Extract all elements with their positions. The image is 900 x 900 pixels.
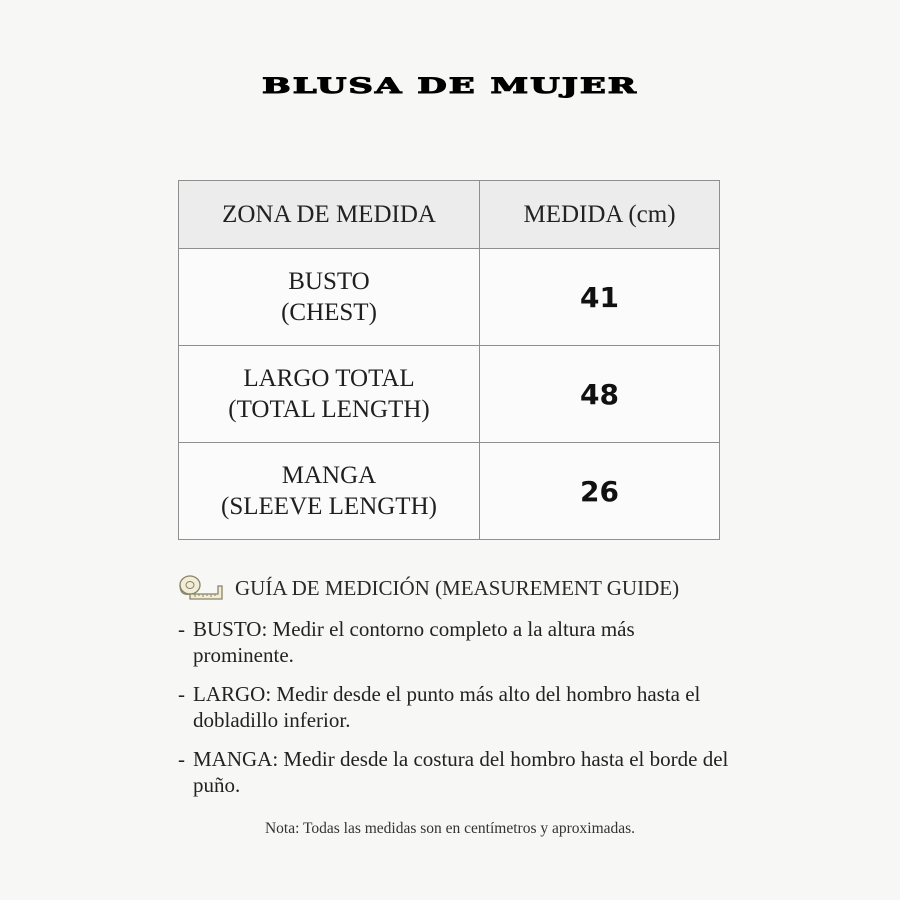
zone-cell xyxy=(179,443,480,540)
list-item xyxy=(178,616,738,668)
table-row xyxy=(179,249,720,346)
zone-cell xyxy=(179,249,480,346)
zone-label-en: (CHEST) xyxy=(281,299,377,326)
list-item xyxy=(178,681,738,733)
guide-item-text: BUSTO: Medir el contorno completo a la altura más prominente. xyxy=(193,617,635,667)
zone-label: MANGA xyxy=(281,462,377,489)
zone-cell xyxy=(179,346,480,443)
guide-list xyxy=(178,616,738,811)
zone-label-en: (TOTAL LENGTH) xyxy=(228,396,430,423)
measure-value: 48 xyxy=(480,346,720,443)
table-row xyxy=(179,346,720,443)
measuring-tape-icon xyxy=(178,572,226,604)
guide-heading xyxy=(178,572,679,604)
table-header-row xyxy=(179,181,720,249)
guide-heading-text: GUÍA DE MEDICIÓN (MEASUREMENT GUIDE) xyxy=(235,575,680,600)
list-bullet: - xyxy=(178,682,185,706)
page-title: BLUSA DE MUJER xyxy=(262,73,638,99)
column-header-measure: MEDIDA (cm) xyxy=(480,181,720,249)
column-header-zone: ZONA DE MEDIDA xyxy=(179,181,480,249)
guide-item-text: LARGO: Medir desde el punto más alto del hombro hasta el dobladillo inferior. xyxy=(193,682,701,732)
size-table xyxy=(178,180,720,540)
measure-value: 41 xyxy=(480,249,720,346)
zone-label: BUSTO xyxy=(288,268,370,295)
zone-label-en: (SLEEVE LENGTH) xyxy=(221,493,437,520)
list-bullet: - xyxy=(178,747,185,771)
list-item xyxy=(178,746,738,798)
table-row xyxy=(179,443,720,540)
guide-item-text: MANGA: Medir desde la costura del hombro hasta el borde del puño. xyxy=(193,747,729,797)
footnote: Nota: Todas las medidas son en centímetros y aproximadas. xyxy=(264,820,636,837)
measure-value: 26 xyxy=(480,443,720,540)
list-bullet: - xyxy=(178,617,185,641)
zone-label: LARGO TOTAL xyxy=(243,365,415,392)
